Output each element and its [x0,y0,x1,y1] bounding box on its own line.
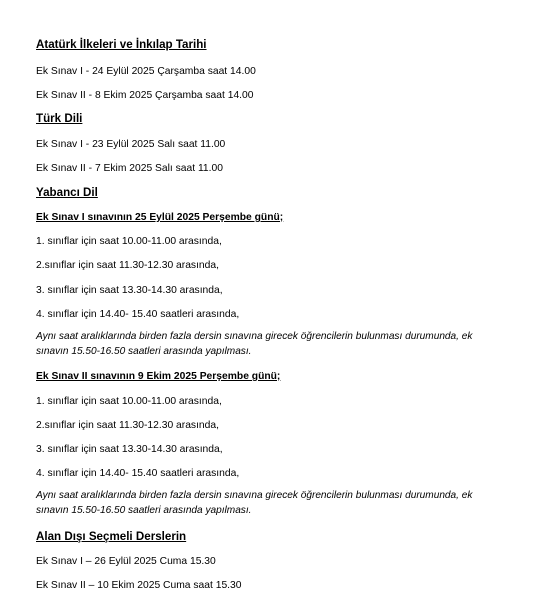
exam1-heading: Ek Sınav I sınavının 25 Eylül 2025 Perşembe günü; [36,212,284,223]
exam-date-item: Ek Sınav II - 8 Ekim 2025 Çarşamba saat 14.00 [36,90,254,101]
exam-date-item: Ek Sınav II - 7 Ekim 2025 Salı saat 11.00 [36,163,223,174]
class-time-item: 3. sınıflar için saat 13.30-14.30 arasında, [36,285,223,296]
class-time-item: 1. sınıflar için saat 10.00-11.00 arasında, [36,236,222,247]
section-title-yabanci-dil: Yabancı Dil [36,186,98,199]
exam-date-item: Ek Sınav I – 26 Eylül 2025 Cuma 15.30 [36,556,216,567]
section-title-ataturk: Atatürk İlkeleri ve İnkılap Tarihi [36,38,207,51]
class-time-item: 4. sınıflar için 14.40- 15.40 saatleri arasında, [36,468,240,479]
class-time-item: 2.sınıflar için saat 11.30-12.30 arasında, [36,420,219,431]
section-title-turk-dili: Türk Dili [36,112,83,125]
exam1-note: Aynı saat aralıklarında birden fazla dersin sınavına girecek öğrencilerin bulunması durumunda, ek sınavın 15.50-16.50 saatleri arasında yapılması. [36,331,473,357]
section-title-alan-disi: Alan Dışı Seçmeli Derslerin [36,530,187,543]
class-time-item: 4. sınıflar için 14.40- 15.40 saatleri arasında, [36,309,240,320]
exam-date-item: Ek Sınav I - 24 Eylül 2025 Çarşamba saat 14.00 [36,66,256,77]
exam2-note: Aynı saat aralıklarında birden fazla dersin sınavına girecek öğrencilerin bulunması durumunda, ek sınavın 15.50-16.50 saatleri arasında yapılması. [36,490,473,516]
exam-date-item: Ek Sınav I - 23 Eylül 2025 Salı saat 11.00 [36,139,226,150]
class-time-item: 1. sınıflar için saat 10.00-11.00 arasında, [36,396,222,407]
class-time-item: 3. sınıflar için saat 13.30-14.30 arasında, [36,444,223,455]
class-time-item: 2.sınıflar için saat 11.30-12.30 arasında, [36,260,219,271]
exam2-heading: Ek Sınav II sınavının 9 Ekim 2025 Perşembe günü; [36,371,281,382]
exam-date-item: Ek Sınav II – 10 Ekim 2025 Cuma saat 15.30 [36,580,242,591]
